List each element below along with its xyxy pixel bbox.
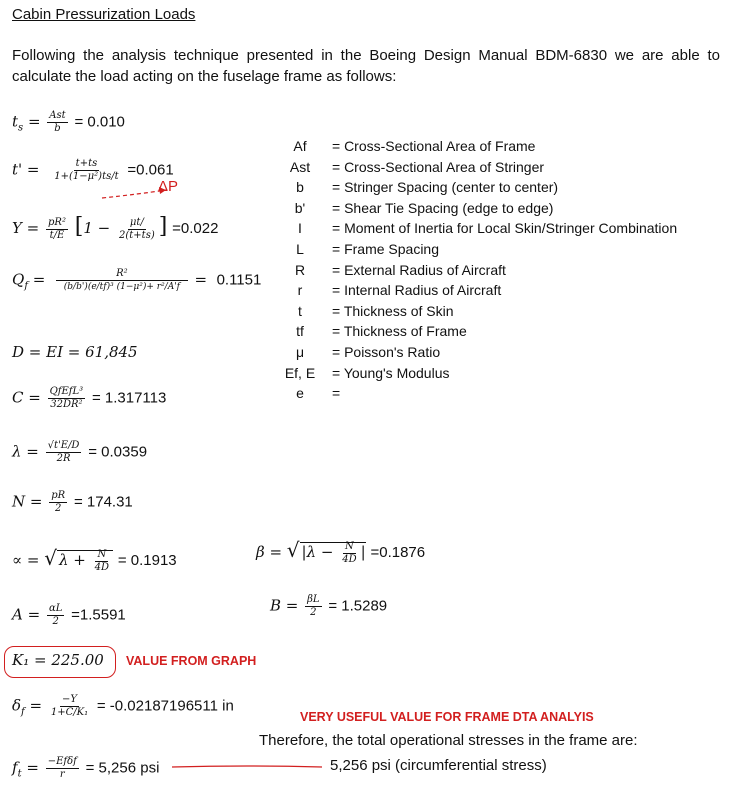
eq-ts: $t_s$ = $\frac{\text{Ast}}{b}$ = 0.010	[12, 110, 125, 134]
def-description: = Stringer Spacing (center to center)	[332, 179, 559, 196]
def-symbol: r	[297, 282, 303, 299]
def-symbol: μ	[295, 343, 305, 360]
def-symbol: Af	[293, 138, 307, 154]
A-result: =1.5591	[71, 606, 126, 624]
eq-delta-f: $\delta_f$ = $\frac{-Y}{\text{1+C/K₁}}$ = -0.02187196511 in	[12, 694, 234, 718]
final-stress-result: 5,256 psi (circumferential stress)	[330, 757, 547, 774]
ts-denominator: b	[54, 123, 61, 134]
Qf-result: 0.1151	[216, 271, 262, 289]
tprime-numerator: t+ts	[75, 158, 98, 169]
eq-Qf: $Q_f$ = $\frac{\text{R²}}{\text{(b/b')(e/tf)³ (1−μ²)+ r²/A'f}}$ = 0.1151	[12, 268, 262, 292]
delta-f-note: VERY USEFUL VALUE FOR FRAME DTA ANALYIS	[300, 710, 594, 724]
ft-result: = 5,256 psi	[85, 759, 160, 777]
alpha-result: = 0.1913	[117, 552, 177, 569]
page-title: Cabin Pressurization Loads	[12, 6, 196, 23]
def-description: = Cross-Sectional Area of Stringer	[332, 158, 545, 175]
delta-p-label: ΔP	[158, 178, 179, 195]
def-symbol: L	[296, 240, 304, 257]
eq-Y: Y = $\frac{\text{pR²}}{t/E}$ [1 − $\frac{\mu t/}{2(t+ts)}$ ] =0.022	[12, 214, 219, 241]
ts-numerator: Ast	[49, 110, 66, 121]
eq-tprime: t' = $\frac{t+ts}{\text{1+(1−μ²)ts/t}}$ =0.061	[12, 158, 174, 182]
eq-C: C = $\frac{\text{QfEfL³}}{\text{32DR²}}$ = 1.317113	[12, 386, 167, 410]
eq-D: D = EI = 61,845	[12, 343, 138, 361]
B-result: = 1.5289	[328, 597, 388, 615]
def-symbol: tf	[296, 323, 304, 340]
def-description: = Thickness of Skin	[332, 302, 454, 319]
def-description: = Internal Radius of Aircraft	[332, 282, 502, 299]
def-symbol: b	[296, 179, 304, 196]
ft-connector-line	[172, 764, 322, 770]
eq-N: N = $\frac{pR}{2}$ = 174.31	[12, 490, 133, 514]
definitions-descriptions	[332, 136, 677, 404]
k1-note: VALUE FROM GRAPH	[126, 654, 257, 668]
tprime-denominator: 1+(1−μ²)ts/t	[54, 171, 119, 182]
eq-B: B = $\frac{\beta L}{2}$ = 1.5289	[270, 594, 388, 618]
def-description: = Moment of Inertia for Local Skin/Stringer Combination	[332, 220, 678, 237]
def-symbol: t	[298, 302, 302, 319]
eq-beta: β = √ |λ − $\frac{N}{4D}$ | =0.1876	[256, 538, 426, 565]
intro-paragraph: Following the analysis technique presented in the Boeing Design Manual BDM-6830 we are able to calculate the load acting on the fuselage frame as follows:	[12, 47, 720, 85]
eq-lambda: λ = $\frac{√t'E/D}{2R}$ = 0.0359	[12, 440, 148, 464]
def-description: = Thickness of Frame	[332, 323, 467, 340]
Y-result: =0.022	[172, 220, 219, 237]
def-description: = External Radius of Aircraft	[332, 261, 506, 278]
conclusion-text: Therefore, the total operational stresses in the frame are:	[259, 732, 638, 749]
def-description: = Frame Spacing	[332, 240, 439, 257]
def-description: =	[332, 385, 341, 402]
def-symbol: I	[298, 220, 302, 237]
lambda-result: = 0.0359	[88, 443, 148, 461]
tprime-result: =0.061	[127, 161, 174, 179]
eq-alpha: ∝ = √ λ + $\frac{N}{4D}$ = 0.1913	[12, 546, 177, 573]
def-symbol: Ast	[289, 158, 311, 175]
eq-K1: K₁ = 225.00	[12, 651, 104, 669]
ts-result: = 0.010	[74, 113, 125, 131]
definitions-symbols	[282, 136, 318, 404]
def-description: = Cross-Sectional Area of Frame	[332, 138, 536, 154]
def-description: = Shear Tie Spacing (edge to edge)	[332, 199, 554, 216]
delta-f-result: = -0.02187196511 in	[96, 697, 234, 715]
def-description: = Poisson's Ratio	[332, 343, 441, 360]
N-result: = 174.31	[73, 493, 133, 511]
C-result: = 1.317113	[91, 389, 167, 407]
eq-A: A = $\frac{\alpha L}{2}$ =1.5591	[12, 603, 126, 627]
def-symbol: b'	[294, 199, 306, 216]
def-symbol: R	[294, 261, 306, 278]
beta-result: =0.1876	[370, 544, 426, 561]
eq-ft: $f_t$ = $\frac{\text{−Efδf}}{r}$ = 5,256 psi	[12, 756, 160, 780]
def-symbol: e	[296, 385, 304, 402]
def-symbol: Ef, E	[284, 364, 316, 381]
def-description: = Young's Modulus	[332, 364, 450, 381]
